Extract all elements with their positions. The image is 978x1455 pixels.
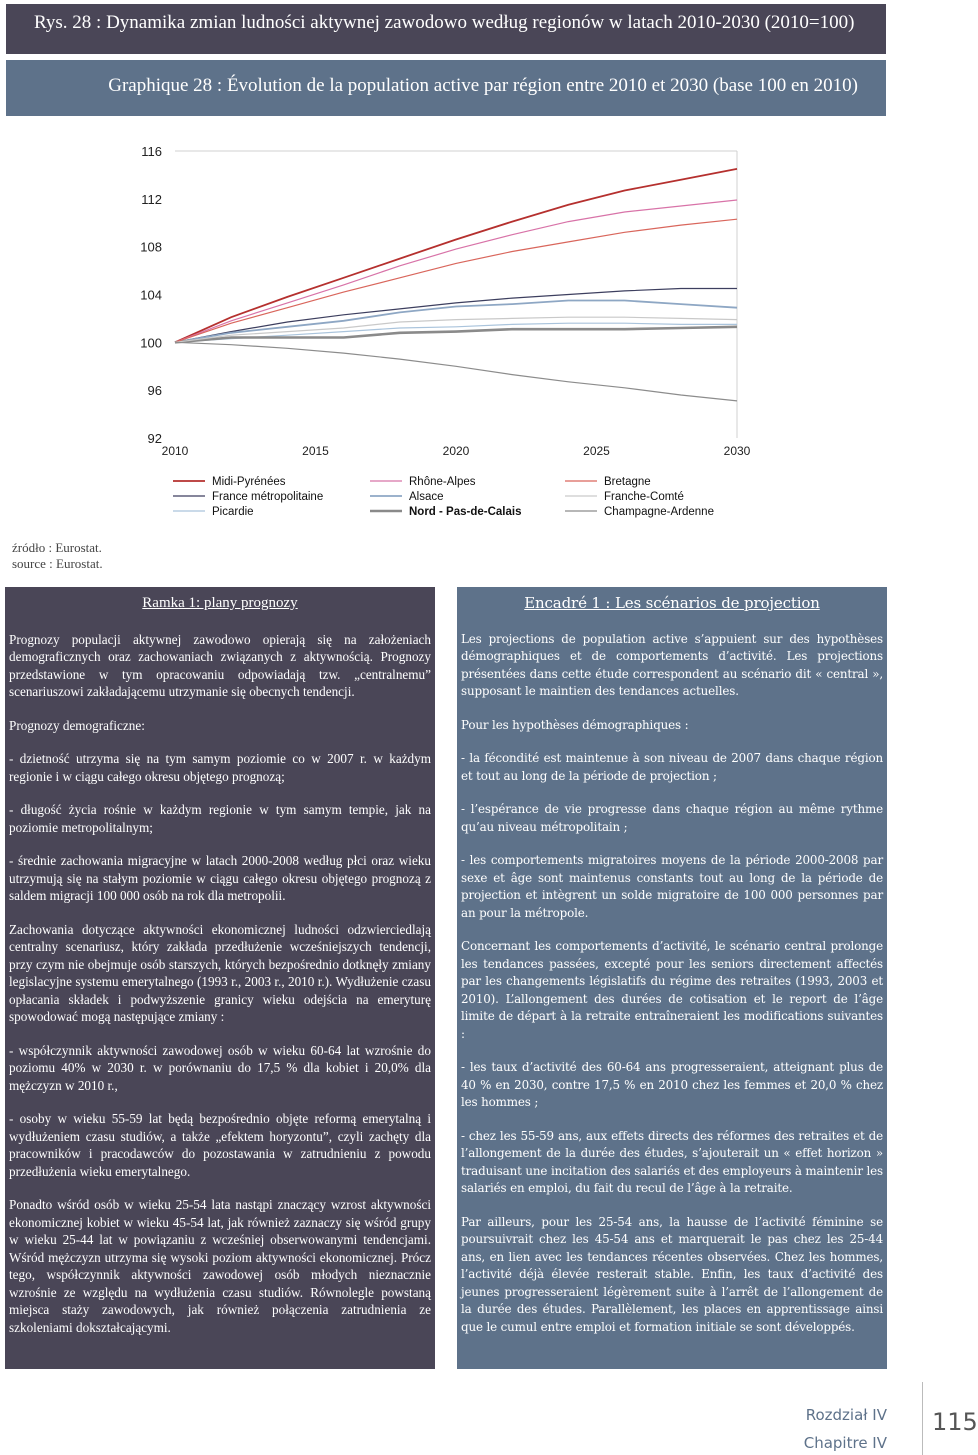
y-tick-label: 116: [141, 144, 162, 159]
x-tick-label: 2020: [442, 444, 470, 458]
box-paragraph: - długość życia rośnie w każdym regionie w tym samym tempie, jak na poziomie metropolitalnym;: [9, 802, 431, 835]
box-paragraph: - les comportements migratoires moyens de la période 2000-2008 par sexe et âge sont maintenus constants tout au long de la période de projection et intègrent un solde migratoire de 100 000 personnes par an pour la métropole.: [461, 853, 883, 920]
chapter-label-fr: Chapitre IV: [803, 1434, 887, 1452]
series-line-3: [175, 200, 737, 342]
box-body-fr: [461, 631, 883, 1337]
x-tick-label: 2015: [302, 444, 329, 458]
y-axis-ticks: [140, 144, 162, 446]
series-lines: [175, 169, 737, 401]
box-paragraph: - średnie zachowania migracyjne w latach 2000-2008 według płci oraz wieku utrzymują się na stałym poziomie w ciągu całego okresu objętego prognozą z saldem migracji 100 000 osób na rok dla metropolii.: [9, 853, 431, 903]
box-title-pl: Ramka 1: plany prognozy: [142, 595, 298, 611]
legend-label: Alsace: [409, 491, 444, 503]
box-paragraph: - osoby w wieku 55-59 lat będą bezpośrednio objęte reformą emerytalną i wydłużeniem czasu studiów, a także „efektem horyzontu”, czyli zachęty dla pracowników i pracodawców do pozostawania w zatrudnieniu z powodu przedłużenia wieku emerytalnego.: [9, 1111, 431, 1179]
x-tick-label: 2025: [583, 444, 610, 458]
box-paragraph: Zachowania dotyczące aktywności ekonomicznej ludności odzwierciedlają centralny scenariusz, który zakłada przedłużenie wcześniejszych tendencji, przy czym nie obejmuje osób starszych, których bezpośrednio dotknęły zmiany legislacyjne systemu emerytalnego (1993 r., 2003 r., 2010 r.). Wydłużenie czasu opłacania składek i podwyższenie granicy wieku odejścia na emeryturę spowodować mogą następujące zmiany :: [9, 921, 431, 1024]
source-pl: źródło : Eurostat.: [12, 540, 102, 555]
x-tick-label: 2010: [161, 444, 189, 458]
title-banner-pl: [6, 4, 886, 54]
box-body-pl: [9, 631, 431, 1337]
box-paragraph: Prognozy demograficzne:: [9, 717, 145, 733]
box-title-fr: Encadré 1 : Les scénarios de projection: [524, 594, 820, 612]
box-paragraph: Par ailleurs, pour les 25-54 ans, la hausse de l’activité féminine se poursuivrait chez les 45-54 ans et marquerait le pas chez les 25-44 ans, en lien avec les tendances récentes observées. Chez les hommes, l’activité déjà élevée resterait stable. Enfin, les taux d’activité des jeunes progresseraient légèrement suite à l’arrêt de l’allongement de la durée des études. Parallèlement, les places en apprentissage ainsi que le cumul entre emploi et formation initiale se sont développés.: [461, 1214, 883, 1334]
y-tick-label: 108: [140, 239, 162, 255]
box-paragraph: Pour les hypothèses démographiques :: [461, 717, 689, 732]
legend-label: Picardie: [212, 506, 254, 518]
box-paragraph: - współczynnik aktywności zawodowej osób w wieku 60-64 lat wzrośnie do poziomu 40% w 2030 r. w porównaniu do 17,5 % dla kobiet i 20,0% dla mężczyzn w 2010 r.,: [9, 1042, 431, 1093]
legend-label: Midi-Pyrénées: [212, 476, 286, 488]
series-line-8: [175, 342, 737, 401]
population-line-chart: [0, 130, 960, 530]
legend-label: Champagne-Ardenne: [604, 506, 714, 518]
x-axis-ticks: [162, 444, 751, 458]
y-tick-label: 112: [141, 191, 162, 207]
box-paragraph: - les taux d’activité des 60-64 ans progresseraient, atteignant plus de 40 % en 2030, contre 17,5 % en 2010 chez les femmes et 20,0 % chez les hommes ;: [461, 1060, 883, 1109]
legend-label: Rhône-Alpes: [409, 476, 476, 488]
source-fr: source : Eurostat.: [12, 556, 103, 571]
figure-title-fr: Graphique 28 : Évolution de la population active par région entre 2010 et 2030 (base 100 en 2010): [108, 75, 858, 96]
legend-label: Franche-Comté: [604, 491, 684, 503]
legend-label: France métropolitaine: [212, 491, 324, 503]
legend-label: Nord - Pas-de-Calais: [409, 506, 522, 518]
box-paragraph: Prognozy populacji aktywnej zawodowo opierają się na założeniach demograficznych oraz zachowaniach związanych z aktywnością. Prognozy przedstawione w tym opracowaniu odpowiadają tzw. „centralnemu” scenariuszowi zakładającemu utrzymanie się obecnych tendencji.: [9, 631, 431, 699]
y-tick-label: 104: [140, 287, 162, 303]
legend-label: Bretagne: [604, 476, 651, 488]
box-paragraph: Les projections de population active s’appuient sur des hypothèses démographiques et de comportements d’activité. Les projections présentées dans cette étude correspondent au scénario dit « central », supposant le maintien des tendances actuelles.: [461, 631, 883, 698]
y-tick-label: 96: [147, 383, 162, 399]
chapter-label-pl: Rozdział IV: [805, 1406, 887, 1424]
series-line-0: [175, 169, 737, 342]
box-fr: [457, 587, 887, 1369]
chart-legend: [173, 476, 714, 518]
y-tick-label: 92: [147, 431, 162, 446]
page-number-divider: [922, 1382, 923, 1455]
box-paragraph: Concernant les comportements d’activité, le scénario central prolonge les tendances passées, excepté pour les seniors directement affectés par les changements législatifs du régime des retraites (1993, 2003 et 2010). L’allongement des durées de cotisation et le report de l’âge limite de départ à la retraite entraîneraient les modifications suivantes :: [461, 939, 883, 1041]
box-paragraph: Ponadto wśród osób w wieku 25-54 lata nastąpi znaczący wzrost aktywności ekonomicznej kobiet w wieku 45-54 lat, jak również zaznaczy się wśród grupy w wieku 25-44 lat w powiązaniu z wcześniej obserwowanymi tendencjami. Wśród mężczyzn utrzyma się wysoki poziom aktywności ekonomicznej. Prócz tego, współczynnik aktywności zawodowej osób młodych nieznacznie wzrośnie ze względu na wydłużenia czasu studiów. Równolegle powstaną miejsca staży zawodowych, jak również połączenia zatrudnienia ze szkoleniami dokształcającymi.: [9, 1197, 431, 1335]
y-tick-label: 100: [140, 335, 162, 351]
page-number: 115: [932, 1408, 978, 1436]
plot-frame: [175, 151, 737, 438]
box-pl: [5, 587, 435, 1369]
box-paragraph: - la fécondité est maintenue à son niveau de 2007 dans chaque région et tout au long de la période de projection ;: [461, 751, 883, 783]
box-paragraph: - dzietność utrzyma się na tym samym poziomie co w 2007 r. w każdym regionie i w ciągu całego okresu objętego prognozą;: [9, 751, 431, 784]
box-paragraph: - chez les 55-59 ans, aux effets directs des réformes des retraites et de l’allongement de la durée des études, s’ajouterait un « effet horizon » traduisant une incitation des salariés et des employeurs à maintenir les salariés en emploi, du fait du recul de l’âge à la retraite.: [461, 1128, 883, 1195]
x-tick-label: 2030: [723, 444, 751, 458]
figure-title-pl: Rys. 28 : Dynamika zmian ludności aktywnej zawodowo według regionów w latach 2010-2030 (2010=100): [34, 12, 855, 33]
box-paragraph: - l’espérance de vie progresse dans chaque région au même rythme qu’au niveau métropolitain ;: [461, 802, 883, 834]
title-banner-fr: [6, 60, 886, 116]
